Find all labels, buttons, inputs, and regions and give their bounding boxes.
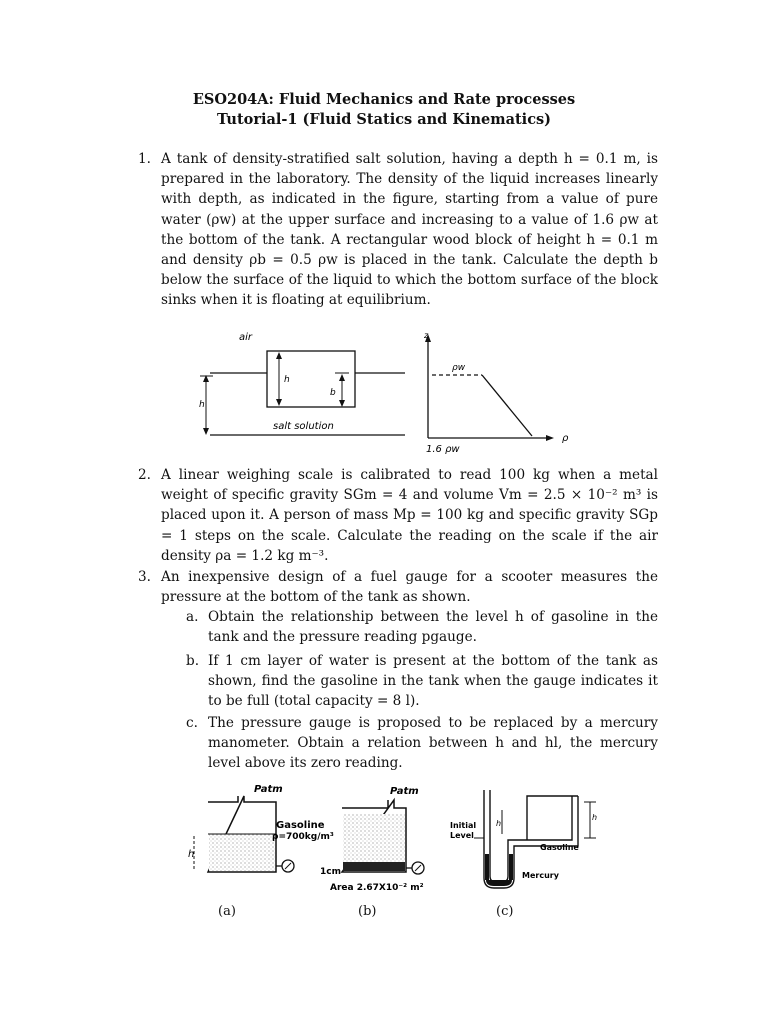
sub-text: If 1 cm layer of water is present at the bottom of the tank as shown, find the gasoline in the tank when the gauge indicates it to be full (total capacity = 8 l). — [208, 653, 658, 710]
sub-letter: b. — [186, 653, 200, 669]
area-label: Area 2.67X10⁻² m² — [330, 883, 424, 893]
sub-letter: c. — [186, 715, 198, 731]
hl-label: h — [496, 819, 502, 828]
figure-density-profile — [418, 330, 578, 455]
rho-axis-label: ρ — [562, 433, 569, 444]
block-height-label: h — [284, 375, 290, 385]
mercury-label: Mercury — [522, 871, 559, 880]
question-text: A tank of density-stratified salt solution, having a depth h = 0.1 m, is prepared in the laboratory. The density of the liquid increases linearly with depth, as indicated in the figure, starting from a value of pure water (ρw) at the upper surface and increasing to a value of 1.6 ρw at the bottom of the tank. A rectangular wood block of height h = 0.1 m and density ρb = 0.5 ρw is placed in the tank. Calculate the depth b below the surface of the liquid to which the bottom surface of the block sinks when it is floating at equilibrium. — [161, 151, 658, 309]
caption-c: (c) — [496, 904, 514, 919]
question-3c — [186, 713, 658, 774]
patm-label-b: Patm — [390, 786, 419, 797]
h-label-a: h — [188, 849, 195, 860]
density-label: ρ=700kg/m³ — [272, 832, 334, 842]
tank-b — [320, 786, 424, 893]
salt-solution-label: salt solution — [273, 421, 334, 432]
question-3b — [186, 651, 658, 712]
air-label: air — [239, 332, 253, 343]
bottom-density-label: 1.6 ρw — [426, 444, 460, 455]
one-cm-label: 1cm — [320, 867, 341, 877]
caption-b: (b) — [358, 904, 377, 919]
question-3 — [138, 567, 658, 607]
level-label: Level — [450, 831, 474, 840]
question-3a — [186, 607, 658, 647]
depth-b-label: b — [330, 388, 336, 398]
document-subtitle: Tutorial-1 (Fluid Statics and Kinematics) — [216, 111, 552, 128]
mercury-column — [485, 854, 489, 880]
h-label-c: h — [592, 813, 598, 822]
sub-text: The pressure gauge is proposed to be replaced by a mercury manometer. Obtain a relation between h and hl, the mercury level above its zero reading. — [208, 715, 658, 772]
question-text: A linear weighing scale is calibrated to read 100 kg when a metal weight of specific gravity SGm = 4 and volume Vm = 2.5 × 10⁻² m³ is placed upon it. A person of mass Mp = 100 kg and specific gravity SGp = 1 steps on the scale. Calculate the reading on the scale if the air density ρa = 1.2 kg m⁻³. — [161, 467, 658, 564]
gasoline-c-label: Gasoline — [540, 843, 579, 852]
caption-a: (a) — [218, 904, 236, 919]
figure-manometer — [444, 782, 604, 894]
question-2 — [138, 465, 658, 566]
question-text: An inexpensive design of a fuel gauge for a scooter measures the pressure at the bottom of the tank as shown. — [161, 569, 658, 606]
sub-text: Obtain the relationship between the level h of gasoline in the tank and the pressure reading pgauge. — [208, 609, 658, 646]
tank-depth-label: h — [199, 400, 205, 410]
rho-w-label: ρw — [452, 363, 466, 373]
figure-block-in-tank — [195, 325, 410, 445]
question-1 — [138, 149, 658, 311]
sub-letter: a. — [186, 609, 199, 625]
question-number: 1. — [138, 151, 151, 167]
patm-label-a: Patm — [254, 784, 283, 795]
document-title: ESO204A: Fluid Mechanics and Rate processes — [192, 91, 576, 108]
figure-fuel-tanks — [180, 782, 440, 894]
gasoline-label: Gasoline — [276, 820, 325, 831]
question-number: 2. — [138, 467, 151, 483]
z-axis-label: z — [424, 331, 429, 340]
initial-label: Initial — [450, 821, 477, 830]
water-layer — [343, 862, 405, 871]
question-number: 3. — [138, 569, 151, 585]
